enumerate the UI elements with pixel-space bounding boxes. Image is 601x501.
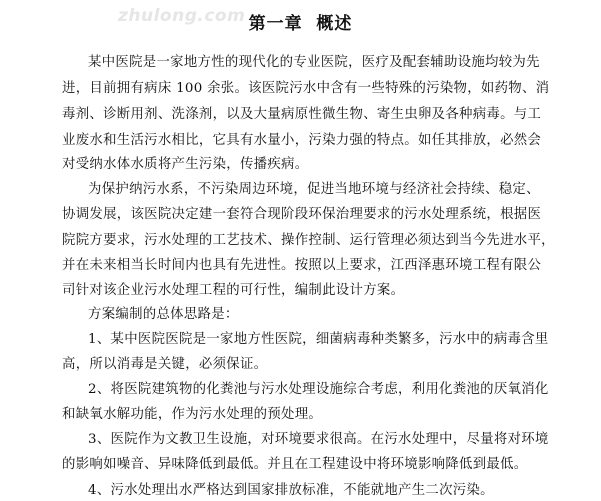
paragraph-line: 对受纳水体水质将产生污染，传播疾病。 (62, 157, 309, 172)
paragraph-line: 方案编制的总体思路是： (88, 307, 239, 322)
list-item-line: 和缺氧水解功能，作为污水处理的预处理。 (62, 407, 323, 422)
paragraph-line: 协调发展，该医院决定建一套符合现阶段环保治理要求的污水处理系统，根据医 (62, 207, 542, 222)
list-item-line: 的影响如噪音、异味降低到最低。并且在工程建设中将环境影响降低到最低。 (62, 457, 528, 472)
paragraph-line: 为保护纳污水系，不污染周边环境，促进当地环境与经济社会持续、稳定、 (88, 182, 540, 197)
list-item-line: 2、将医院建筑物的化粪池与污水处理设施综合考虑，利用化粪池的厌氧消化 (88, 382, 549, 397)
paragraph-line: 并在未来相当长时间内也具有先进性。按照以上要求，江西泽惠环境工程有限公 (62, 258, 542, 273)
list-item-line: 4、污水处理出水严格达到国家排放标准，不能就地产生二次污染。 (88, 483, 494, 498)
paragraph-line: 某中医院是一家地方性的现代化的专业医院，医疗及配套辅助设施均较为先 (88, 55, 540, 70)
paragraph-line: 进，目前拥有病床 100 余张。该医院污水中含有一些特殊的污染物，如药物、消 (62, 81, 550, 96)
list-item-line: 1、某中医院医院是一家地方性医院，细菌病毒种类繁多，污水中的病毒含里 (88, 332, 549, 347)
chapter-title: 第一章 概述 (248, 14, 353, 34)
paragraph-line: 业废水和生活污水相比，它具有水量小，污染力强的特点。如任其排放，必然会 (62, 133, 542, 148)
list-item-line: 高，所以消毒是关键，必须保证。 (62, 357, 268, 372)
paragraph-line: 毒剂、诊断用剂、洗涤剂，以及大量病原性微生物、寄生虫卵及各种病毒。与工 (62, 107, 542, 122)
watermark: zhulong.com (118, 6, 246, 26)
paragraph-line: 院院方要求，污水处理的工艺技术、操作控制、运行管理必须达到当今先进水平， (62, 233, 555, 248)
list-item-line: 3、医院作为文教卫生设施，对环境要求很高。在污水处理中，尽量将对环境 (88, 432, 549, 447)
paragraph-line: 司针对该企业污水处理工程的可行性，编制此设计方案。 (62, 283, 405, 298)
